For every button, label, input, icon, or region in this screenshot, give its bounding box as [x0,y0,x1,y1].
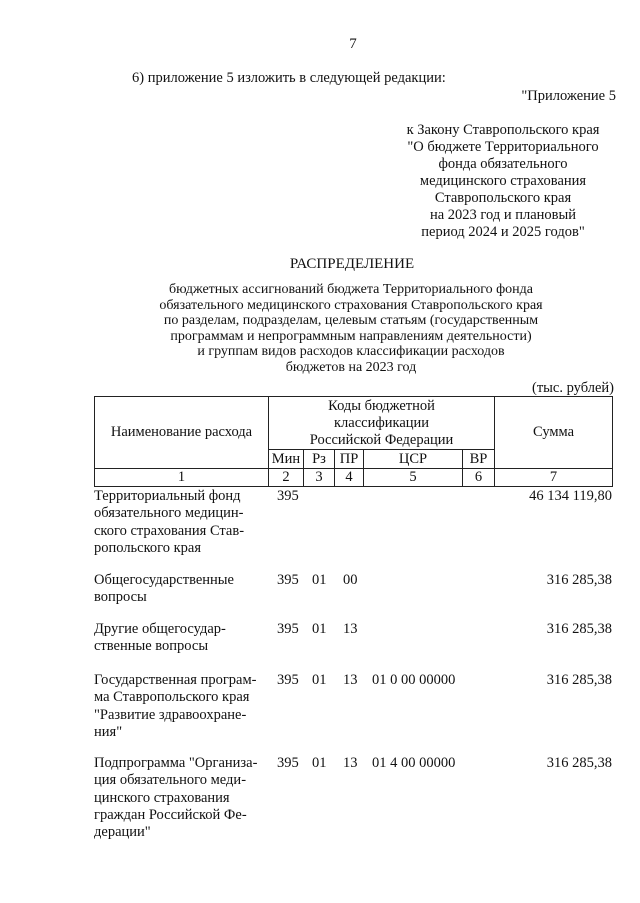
row-name-line: Подпрограмма "Организа- [94,755,258,771]
header-col-rz: Рз [304,450,335,469]
row-name-line: ния" [94,723,123,740]
header-col-csr: ЦСР [364,450,463,469]
column-number: 7 [495,469,613,487]
header-codes-line: Российской Федерации [309,431,454,448]
header-col-vr: ВР [463,450,495,469]
row-name-line: ция обязательного меди- [94,772,247,789]
row-pr: 13 [343,672,358,688]
intro-line: 6) приложение 5 изложить в следующей редакции: [132,70,446,86]
header-amount: Сумма [495,397,613,469]
page-number: 7 [349,36,357,52]
column-number: 1 [95,469,269,487]
row-min: 395 [277,572,299,588]
row-rz: 01 [312,755,327,771]
row-amount: 316 285,38 [546,755,612,771]
row-amount: 46 134 119,80 [529,488,612,504]
column-number: 3 [304,469,335,487]
row-pr: 13 [343,621,358,637]
row-name [94,621,270,656]
row-name [94,755,270,841]
row-name-line: Другие общегосудар- [94,621,226,637]
appendix-line: на 2023 год и плановый [429,207,577,223]
row-name-line: Общегосударственные [94,572,234,588]
appendix-line: период 2024 и 2025 годов" [421,224,585,240]
row-name-line: обязательного медицин- [94,505,244,522]
header-col-pr: ПР [335,450,364,469]
row-name [94,488,270,557]
appendix-line: "О бюджете Территориального [407,139,599,155]
row-name-line: Территориальный фонд [94,488,241,504]
row-name-line: вопросы [94,589,147,606]
row-amount: 316 285,38 [546,672,612,688]
column-number: 2 [269,469,304,487]
row-min: 395 [277,755,299,771]
row-amount: 316 285,38 [546,572,612,588]
row-rz: 01 [312,621,327,637]
subtitle-line: и группам видов расходов классификации расходов [197,344,505,359]
appendix-line: Ставропольского края [434,190,572,206]
document-subtitle [110,282,592,375]
subtitle-line: программам и непрограммным направлениям деятельности) [170,328,532,344]
row-rz: 01 [312,572,327,588]
document-title: РАСПРЕДЕЛЕНИЕ [289,256,415,272]
subtitle-line: по разделам, подразделам, целевым статьям (государственным [163,313,539,328]
row-name-line: ственные вопросы [94,638,209,655]
units-label: (тыс. рублей) [532,380,614,396]
header-codes-line: классификации [334,414,430,431]
column-number: 4 [335,469,364,487]
row-min: 395 [277,621,299,637]
row-pr: 13 [343,755,358,771]
row-csr: 01 0 00 00000 [372,672,456,688]
appendix-line: фонда обязательного [438,156,568,172]
table-header [94,396,613,487]
subtitle-line: бюджетов на 2023 год [285,359,417,375]
header-col-min: Мин [269,450,304,469]
row-name [94,572,270,607]
row-name-line: дерации" [94,824,151,841]
row-name-line: ма Ставропольского края [94,689,250,706]
header-codes-group [269,397,495,450]
row-name-line: Государственная програм- [94,672,257,688]
subtitle-line: обязательного медицинского страхования Ставропольского края [159,297,543,313]
row-csr: 01 4 00 00000 [372,755,456,771]
row-pr: 00 [343,572,358,588]
row-name-line: "Развитие здравоохране- [94,706,247,723]
appendix-line: к Закону Ставропольского края [406,122,600,138]
row-min: 395 [277,672,299,688]
row-name [94,672,270,741]
appendix-block [396,88,616,241]
row-amount: 316 285,38 [546,621,612,637]
subtitle-line: бюджетных ассигнований бюджета Территориального фонда [168,282,534,297]
appendix-heading: "Приложение 5 [521,88,616,104]
appendix-line: медицинского страхования [419,173,587,189]
column-number: 5 [364,469,463,487]
row-min: 395 [277,488,299,504]
row-name-line: граждан Российской Фе- [94,806,247,823]
row-name-line: цинского страхования [94,789,230,806]
row-name-line: ского страхования Став- [94,522,245,539]
row-rz: 01 [312,672,327,688]
row-name-line: ропольского края [94,539,202,556]
column-number: 6 [463,469,495,487]
header-name: Наименование расхода [95,397,269,469]
header-codes-line: Коды бюджетной [328,397,435,414]
